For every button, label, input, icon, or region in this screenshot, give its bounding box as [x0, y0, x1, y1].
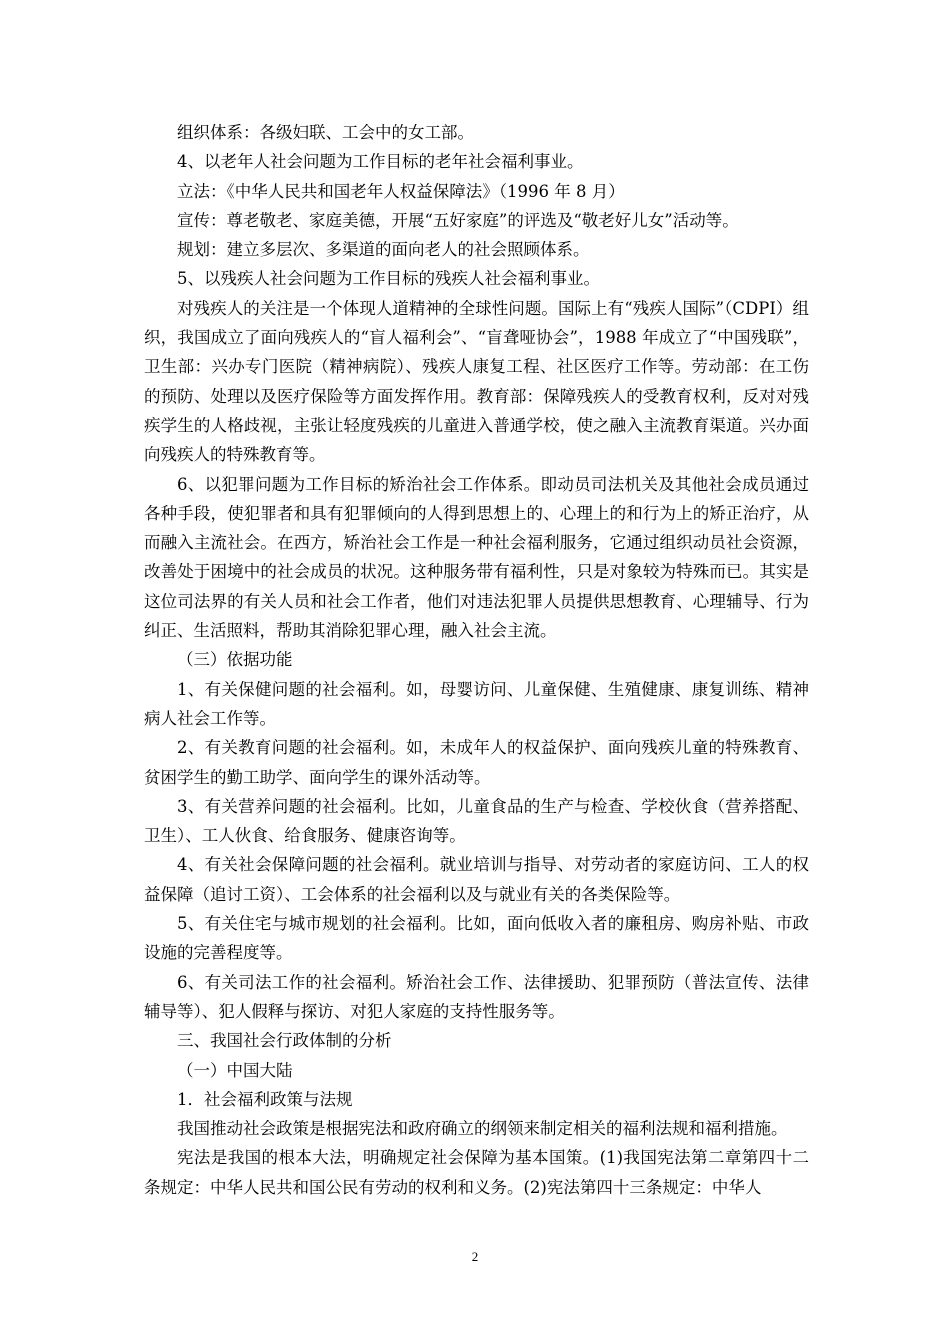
paragraph: 4、有关社会保障问题的社会福利。就业培训与指导、对劳动者的家庭访问、工人的权益保障（追讨工资）、工会体系的社会福利以及与就业有关的各类保险等。: [144, 855, 809, 904]
section-heading: 1．社会福利政策与法规: [177, 1089, 353, 1109]
paragraph: 对残疾人的关注是一个体现人道精神的全球性问题。国际上有“残疾人国际”（CDPI）组织，我国成立了面向残疾人的“盲人福利会”、“盲聋哑协会”，1988 年成立了“中国残联”，卫生部：兴办专门医院（精神病院）、残疾人康复工程、社区医疗工作等。劳动部：在工伤的预防、处理以及医疗保险等方面发挥作用。教育部：保障残疾人的受教育权利，反对对残疾学生的人格歧视，主张让轻度残疾的儿童进入普通学校，使之融入主流教育渠道。兴办面向残疾人的特殊教育等。: [144, 298, 809, 465]
section-heading: （三）依据功能: [177, 650, 293, 670]
paragraph: 我国推动社会政策是根据宪法和政府确立的纲领来制定相关的福利法规和福利措施。: [177, 1119, 788, 1139]
paragraph: 3、有关营养问题的社会福利。比如，儿童食品的生产与检查、学校伙食（营养搭配、卫生）、工人伙食、给食服务、健康咨询等。: [144, 796, 809, 846]
paragraph: 2、有关教育问题的社会福利。如，未成年人的权益保护、面向残疾儿童的特殊教育、贫困学生的勤工助学、面向学生的课外活动等。: [144, 738, 809, 787]
paragraph: 组织体系：各级妇联、工会中的女工部。: [177, 123, 474, 142]
section-heading: 三、我国社会行政体制的分析: [177, 1031, 392, 1051]
paragraph: 6、以犯罪问题为工作目标的矫治社会工作体系。即动员司法机关及其他社会成员通过各种手段，使犯罪者和具有犯罪倾向的人得到思想上的、心理上的和行为上的矫正治疗，从而融入主流社会。在西方，矫治社会工作是一种社会福利服务，它通过组织动员社会资源，改善处于困境中的社会成员的状况。这种服务带有福利性，只是对象较为特殊而已。其实是这位司法界的有关人员和社会工作者，他们对违法犯罪人员提供思想教育、心理辅导、行为纠正、生活照料，帮助其消除犯罪心理，融入社会主流。: [144, 474, 809, 641]
paragraph: 1、有关保健问题的社会福利。如，母婴访问、儿童保健、生殖健康、康复训练、精神病人社会工作等。: [144, 679, 809, 728]
page-number: 2: [471, 1249, 479, 1264]
paragraph: 4、以老年人社会问题为工作目标的老年社会福利事业。: [177, 152, 584, 172]
paragraph: 宪法是我国的根本大法，明确规定社会保障为基本国策。(1)我国宪法第二章第四十二条规定：中华人民共和国公民有劳动的权利和义务。(2)宪法第四十三条规定：中华人: [144, 1148, 809, 1197]
paragraph: 6、有关司法工作的社会福利。矫治社会工作、法律援助、犯罪预防（普法宣传、法律辅导等）、犯人假释与探访、对犯人家庭的支持性服务等。: [144, 972, 809, 1021]
paragraph: 规划：建立多层次、多渠道的面向老人的社会照顾体系。: [177, 240, 590, 260]
section-heading: （一）中国大陆: [177, 1060, 293, 1080]
paragraph: 5、有关住宅与城市规划的社会福利。比如，面向低收入者的廉租房、购房补贴、市政设施的完善程度等。: [144, 914, 809, 963]
paragraph: 5、以残疾人社会问题为工作目标的残疾人社会福利事业。: [177, 269, 600, 289]
paragraph: 立法：《中华人民共和国老年人权益保障法》（1996 年 8 月）: [177, 181, 625, 201]
document-body: [144, 118, 809, 1202]
paragraph: 宣传：尊老敬老、家庭美德，开展“五好家庭”的评选及“敬老好儿女”活动等。: [177, 210, 739, 230]
